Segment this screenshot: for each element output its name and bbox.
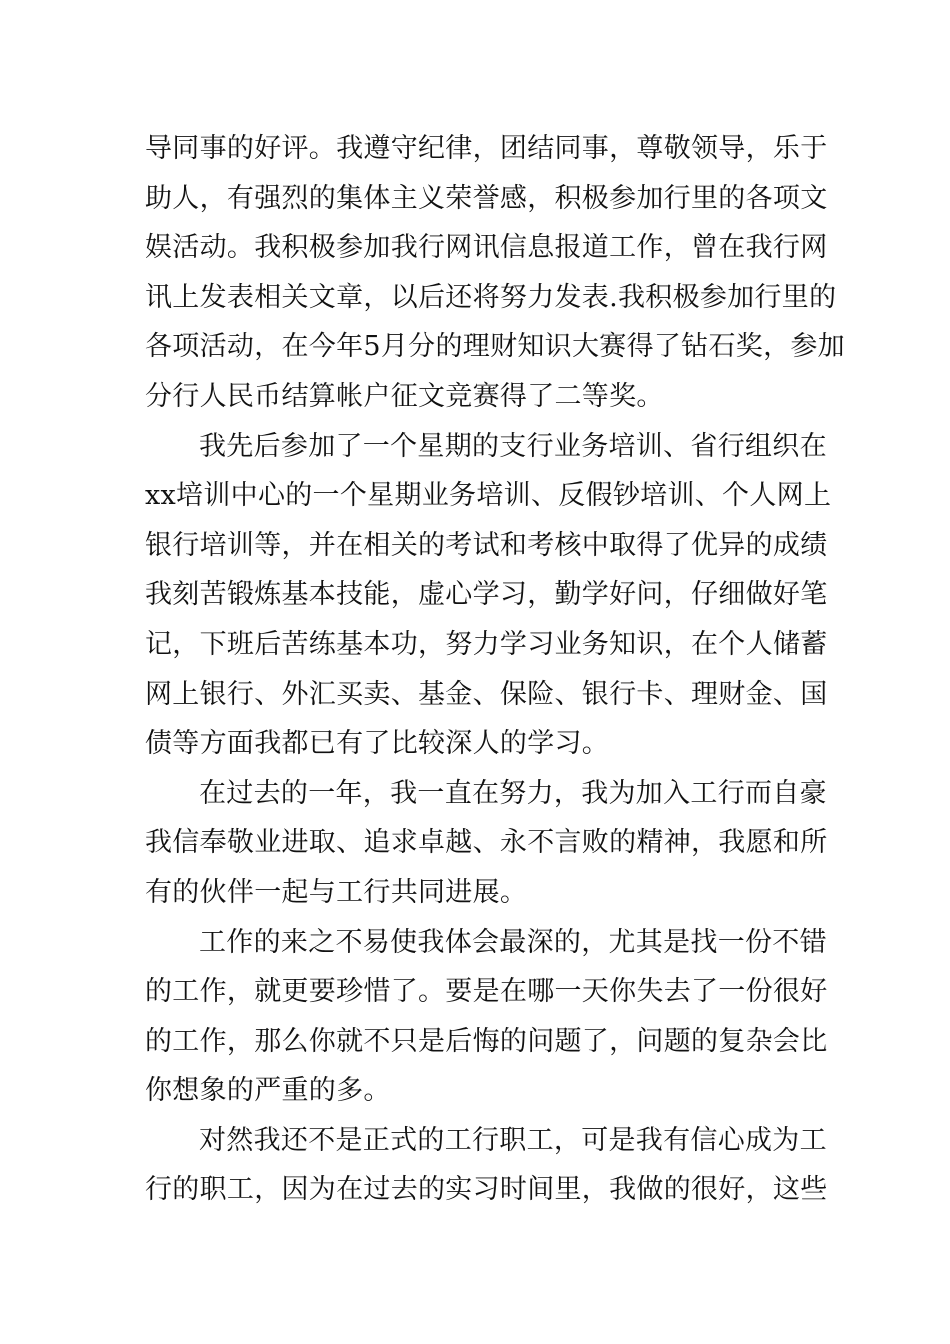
text-line: 对然我还不是正式的工行职工，可是我有信心成为工 [199, 1124, 827, 1156]
text-line: 记，下班后苦练基本功，努力学习业务知识，在个人储蓄 [145, 628, 828, 660]
text-line: 在过去的一年，我一直在努力，我为加入工行而自豪 [199, 777, 827, 809]
text-line: 你想象的严重的多。 [145, 1075, 391, 1107]
paragraph-2 [145, 422, 832, 769]
text-line: 有的伙伴一起与工行共同进展。 [145, 876, 528, 908]
text-line: 我信奉敬业进取、追求卓越、永不言败的精神，我愿和所 [145, 827, 828, 859]
text-line: 债等方面我都已有了比较深人的学习。 [145, 728, 610, 760]
text-line: 我刻苦锻炼基本技能，虚心学习，勤学好问，仔细做好笔 [145, 579, 828, 611]
text-line: 各项活动，在今年5月分的理财知识大赛得了钻石奖，参加 [145, 331, 845, 363]
text-line: 的工作，就更要珍惜了。要是在哪一天你失去了一份很好 [145, 976, 828, 1008]
text-line: 行的职工，因为在过去的实习时间里，我做的很好，这些 [145, 1174, 828, 1206]
text-line: xx培训中心的一个星期业务培训、反假钞培训、个人网上 [145, 480, 832, 512]
text-line: 导同事的好评。我遵守纪律，团结同事，尊敬领导，乐于 [145, 133, 828, 164]
text-line: 银行培训等，并在相关的考试和考核中取得了优异的成绩 [145, 529, 828, 561]
text-line: 的工作，那么你就不只是后悔的问题了，问题的复杂会比 [145, 1025, 828, 1057]
paragraph-3 [145, 769, 828, 918]
text-line: 网上银行、外汇买卖、基金、保险、银行卡、理财金、国 [145, 678, 828, 710]
text-line: 我先后参加了一个星期的支行业务培训、省行组织在 [199, 430, 827, 462]
text-line: 分行人民币结算帐户征文竞赛得了二等奖。 [145, 380, 664, 412]
text-line: 讯上发表相关文章，以后还将努力发表.我积极参加行里的 [145, 281, 837, 313]
paragraph-5 [145, 1116, 828, 1215]
document-body [145, 124, 845, 1215]
text-line: 助人，有强烈的集体主义荣誉感，积极参加行里的各项文 [145, 182, 828, 214]
paragraph-1 [145, 124, 845, 422]
paragraph-4 [145, 918, 828, 1116]
text-line: 工作的来之不易使我体会最深的，尤其是找一份不错 [199, 926, 827, 958]
text-line: 娱活动。我积极参加我行网讯信息报道工作，曾在我行网 [145, 232, 828, 264]
